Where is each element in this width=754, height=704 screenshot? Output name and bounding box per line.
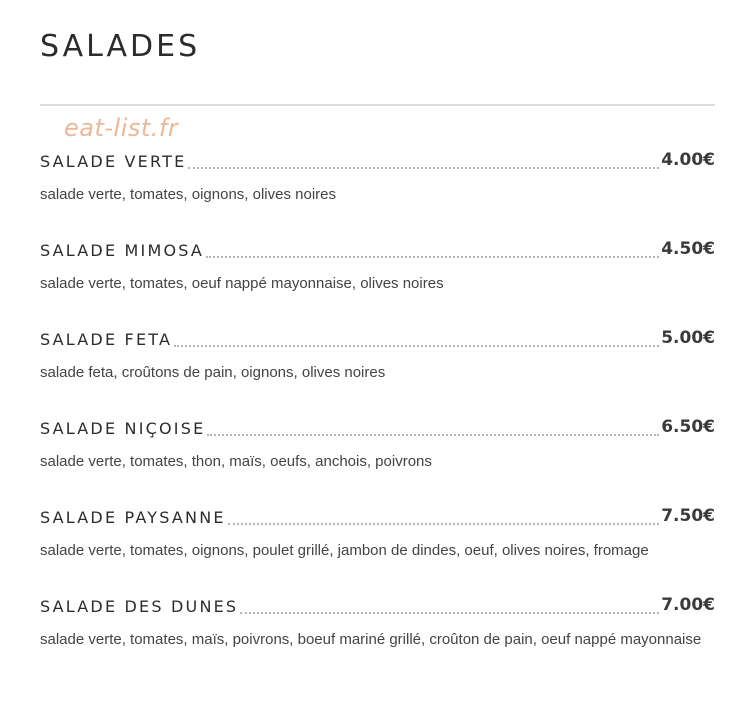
dot-leader <box>174 345 659 347</box>
dot-leader <box>240 612 659 614</box>
watermark-logo: eat-list.fr <box>64 114 179 142</box>
menu-item-name: SALADE DES DUNES <box>40 597 239 616</box>
menu-item-price: 7.00€ <box>661 595 715 615</box>
menu-item <box>40 239 715 328</box>
menu-item <box>40 150 715 239</box>
menu-item-header <box>40 239 715 261</box>
dot-leader <box>206 256 659 258</box>
section-title: SALADES <box>40 29 201 64</box>
menu-item-price: 5.00€ <box>661 328 715 348</box>
menu-item-description: salade verte, tomates, oignons, olives noires <box>40 186 336 203</box>
menu-item-name: SALADE NIÇOISE <box>40 419 206 438</box>
menu-item-name: SALADE VERTE <box>40 152 187 171</box>
menu-item <box>40 417 715 506</box>
menu-item-price: 4.00€ <box>661 150 715 170</box>
menu-item-price: 6.50€ <box>661 417 715 437</box>
menu-item-header <box>40 417 715 439</box>
menu-item-header <box>40 328 715 350</box>
menu-item <box>40 328 715 417</box>
menu-item-description: salade verte, tomates, maïs, poivrons, boeuf mariné grillé, croûton de pain, oeuf nappé mayonnaise <box>40 631 702 648</box>
menu-item-name: SALADE MIMOSA <box>40 241 205 260</box>
menu-item-name: SALADE FETA <box>40 330 173 349</box>
dot-leader <box>207 434 659 436</box>
menu-item-header <box>40 595 715 617</box>
menu-items-list <box>40 150 715 684</box>
menu-item-header <box>40 150 715 172</box>
menu-item-price: 4.50€ <box>661 239 715 259</box>
menu-item-description: salade verte, tomates, oeuf nappé mayonnaise, olives noires <box>40 275 444 292</box>
dot-leader <box>228 523 660 525</box>
title-divider <box>40 104 715 106</box>
menu-item-description: salade verte, tomates, thon, maïs, oeufs, anchois, poivrons <box>40 453 432 470</box>
menu-item-name: SALADE PAYSANNE <box>40 508 226 527</box>
menu-item <box>40 506 715 595</box>
menu-item-description: salade feta, croûtons de pain, oignons, olives noires <box>40 364 386 381</box>
menu-item-description: salade verte, tomates, oignons, poulet grillé, jambon de dindes, oeuf, olives noires, fromage <box>40 542 649 559</box>
menu-item <box>40 595 715 684</box>
menu-item-header <box>40 506 715 528</box>
menu-item-price: 7.50€ <box>661 506 715 526</box>
dot-leader <box>188 167 659 169</box>
